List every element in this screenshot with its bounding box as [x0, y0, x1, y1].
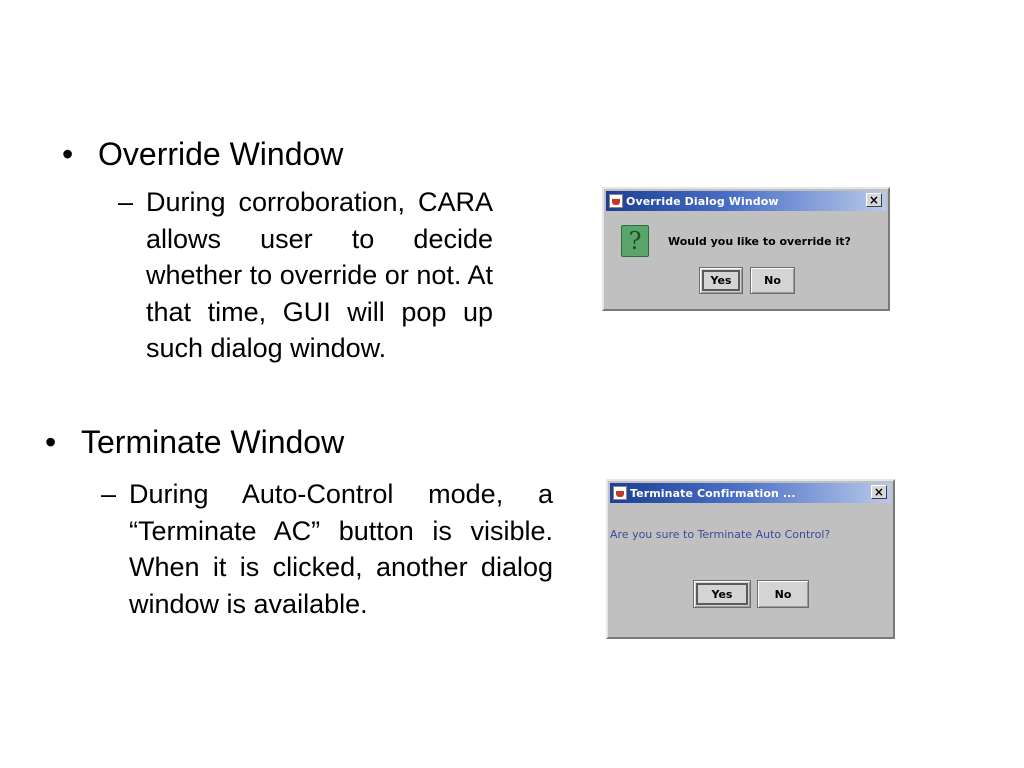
- heading-text: Terminate Window: [81, 424, 345, 460]
- terminate-dialog-titlebar[interactable]: [610, 483, 891, 503]
- question-icon: ?: [621, 225, 649, 257]
- dialog-title: Override Dialog Window: [626, 194, 779, 208]
- terminate-dialog: [606, 479, 895, 639]
- no-button[interactable]: No: [750, 267, 795, 294]
- heading-text: Override Window: [98, 136, 344, 172]
- dialog-message: Would you like to override it?: [668, 235, 851, 248]
- java-cup-icon: [609, 194, 623, 208]
- override-window-description: [118, 184, 493, 367]
- close-button[interactable]: ×: [871, 485, 887, 499]
- java-cup-icon: [613, 486, 627, 500]
- yes-button[interactable]: Yes: [699, 267, 743, 294]
- bullet: •: [62, 136, 74, 172]
- dash: –: [101, 479, 117, 509]
- bullet: •: [45, 424, 57, 460]
- override-dialog: [602, 187, 890, 311]
- close-button[interactable]: ×: [866, 193, 882, 207]
- yes-button[interactable]: Yes: [693, 580, 751, 608]
- description-text: During corroboration, CARA allows user to decide whether to override or not. At that time, GUI will pop up such dialog window.: [146, 187, 493, 363]
- no-button[interactable]: No: [757, 580, 809, 608]
- description-text: During Auto-Control mode, a “Terminate AC” button is visible. When it is clicked, another dialog window is available.: [129, 479, 553, 619]
- dialog-message: Are you sure to Terminate Auto Control?: [610, 528, 831, 541]
- terminate-window-heading: [45, 424, 344, 460]
- terminate-window-description: [101, 476, 553, 622]
- override-window-heading: [62, 136, 343, 172]
- dialog-title: Terminate Confirmation ...: [630, 486, 796, 500]
- override-dialog-titlebar[interactable]: [606, 191, 886, 211]
- dash: –: [118, 187, 134, 217]
